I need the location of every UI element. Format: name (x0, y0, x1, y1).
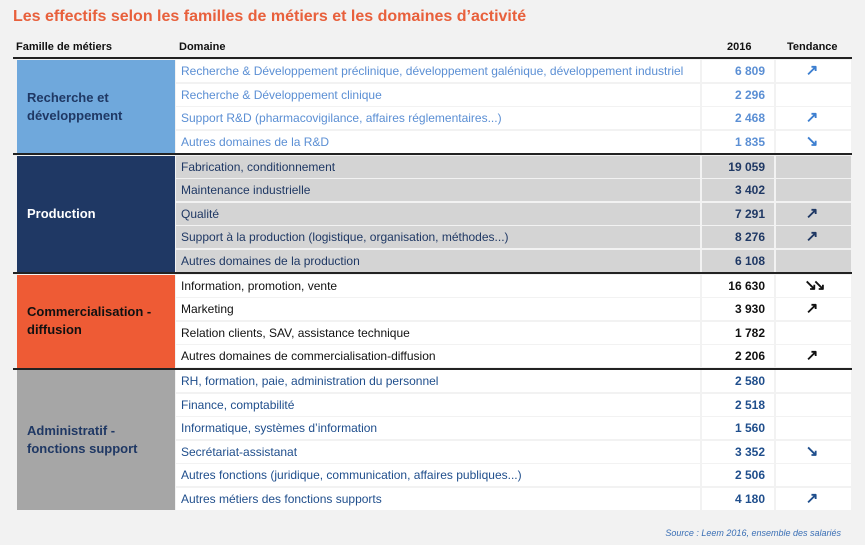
domain-cell: RH, formation, paie, administration du personnel (176, 370, 700, 392)
table-row (176, 345, 851, 368)
family-label: Production (27, 205, 96, 221)
table-row (176, 107, 851, 130)
value-cell: 2 518 (702, 394, 774, 416)
trend-strong-down-icon: ↘↘ (804, 276, 822, 294)
trend-up-icon: ↗ (805, 62, 819, 79)
trend-cell (776, 203, 851, 225)
domain-cell: Autres domaines de la R&D (176, 131, 700, 153)
table-row (176, 156, 851, 179)
value-cell: 1 835 (702, 131, 774, 153)
trend-cell (776, 464, 851, 486)
family-label: Recherche et développement (27, 89, 123, 123)
trend-cell (776, 84, 851, 106)
domain-cell: Fabrication, conditionnement (176, 156, 700, 178)
domain-cell: Secrétariat-assistanat (176, 441, 700, 463)
value-cell: 1 782 (702, 322, 774, 344)
trend-cell (776, 60, 851, 82)
value-cell: 8 276 (702, 226, 774, 248)
trend-cell (776, 156, 851, 178)
table-row (176, 417, 851, 440)
value-cell: 3 402 (702, 179, 774, 201)
domain-cell: Autres domaines de la production (176, 250, 700, 272)
domain-cell: Relation clients, SAV, assistance technique (176, 322, 700, 344)
trend-up-icon: ↗ (805, 204, 819, 222)
table-row (176, 298, 851, 321)
trend-cell (776, 441, 851, 463)
trend-cell (776, 322, 851, 344)
value-cell: 2 206 (702, 345, 774, 367)
table-row (176, 370, 851, 393)
value-cell: 3 930 (702, 298, 774, 320)
table-row (176, 322, 851, 345)
trend-up-icon: ↗ (805, 300, 819, 317)
trend-up-icon: ↗ (805, 109, 819, 126)
value-cell: 4 180 (702, 488, 774, 510)
family-label: Administratif - fonctions support (27, 423, 138, 456)
trend-cell (776, 394, 851, 416)
trend-cell (776, 107, 851, 129)
trend-cell (776, 275, 851, 297)
trend-down-icon: ↘ (805, 132, 819, 150)
table-row (176, 84, 851, 107)
table-row (176, 203, 851, 226)
table-row (176, 60, 851, 83)
domain-cell: Qualité (176, 203, 700, 225)
page-title: Les effectifs selon les familles de métiers et les domaines d’activité (13, 8, 527, 25)
domain-cell: Information, promotion, vente (176, 275, 700, 297)
table-row (176, 250, 851, 273)
family-cell (17, 60, 175, 153)
table-row (176, 394, 851, 417)
value-cell: 2 580 (702, 370, 774, 392)
header-divider (13, 57, 852, 59)
trend-up-icon: ↗ (805, 347, 819, 364)
domain-cell: Maintenance industrielle (176, 179, 700, 201)
trend-cell (776, 417, 851, 439)
trend-cell (776, 250, 851, 272)
table-row (176, 179, 851, 202)
header-year: 2016 (727, 41, 752, 53)
domain-cell: Marketing (176, 298, 700, 320)
trend-cell (776, 345, 851, 367)
value-cell: 2 296 (702, 84, 774, 106)
header-tendance: Tendance (787, 41, 838, 53)
trend-cell (776, 131, 851, 153)
value-cell: 6 108 (702, 250, 774, 272)
table-row (176, 488, 851, 511)
value-cell: 2 506 (702, 464, 774, 486)
source-note: Source : Leem 2016, ensemble des salariés (665, 528, 841, 538)
table-row (176, 441, 851, 464)
family-cell (17, 275, 175, 368)
trend-down-icon: ↘ (805, 442, 819, 460)
trend-cell (776, 370, 851, 392)
domain-cell: Informatique, systèmes d’information (176, 417, 700, 439)
value-cell: 6 809 (702, 60, 774, 82)
trend-cell (776, 179, 851, 201)
table-header (13, 37, 852, 57)
domain-cell: Support R&D (pharmacovigilance, affaires réglementaires...) (176, 107, 700, 129)
domain-cell: Autres fonctions (juridique, communication, affaires publiques...) (176, 464, 700, 486)
domain-cell: Support à la production (logistique, organisation, méthodes...) (176, 226, 700, 248)
value-cell: 16 630 (702, 275, 774, 297)
family-cell (17, 156, 175, 273)
family-label: Commercialisation - diffusion (27, 304, 152, 337)
domain-cell: Autres métiers des fonctions supports (176, 488, 700, 510)
value-cell: 19 059 (702, 156, 774, 178)
table-row (176, 464, 851, 487)
table-row (176, 275, 851, 298)
trend-cell (776, 298, 851, 320)
trend-cell (776, 226, 851, 248)
domain-cell: Recherche & Développement clinique (176, 84, 700, 106)
trend-up-icon: ↗ (805, 489, 819, 507)
table-row (176, 131, 851, 154)
value-cell: 1 560 (702, 417, 774, 439)
value-cell: 2 468 (702, 107, 774, 129)
domain-cell: Autres domaines de commercialisation-diffusion (176, 345, 700, 367)
table-row (176, 226, 851, 249)
header-domaine: Domaine (179, 41, 226, 53)
trend-cell (776, 488, 851, 510)
value-cell: 7 291 (702, 203, 774, 225)
domain-cell: Finance, comptabilité (176, 394, 700, 416)
domain-cell: Recherche & Développement préclinique, développement galénique, développement industriel (176, 60, 700, 82)
trend-up-icon: ↗ (805, 228, 819, 245)
header-famille: Famille de métiers (16, 41, 112, 53)
value-cell: 3 352 (702, 441, 774, 463)
family-cell (17, 370, 175, 510)
